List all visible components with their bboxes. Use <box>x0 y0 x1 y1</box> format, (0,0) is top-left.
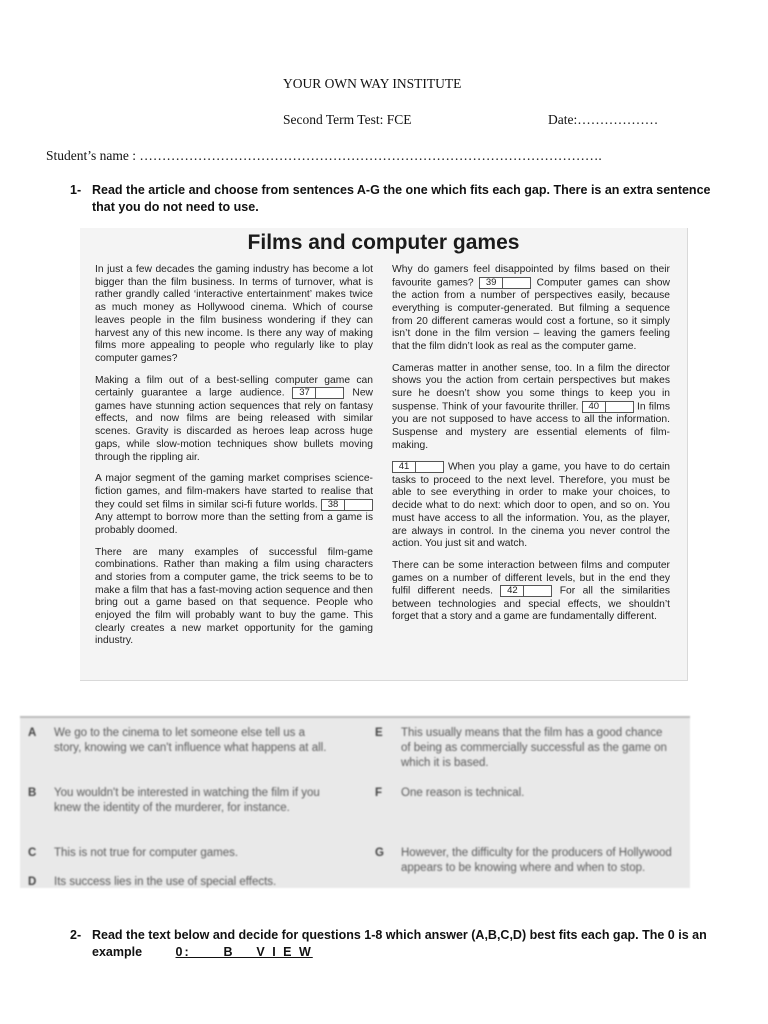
example-answer: 0: B V I E W <box>175 945 313 959</box>
answer-options <box>20 716 690 888</box>
test-title: Second Term Test: FCE <box>283 112 412 127</box>
question-number: 2- <box>70 928 82 942</box>
option-g: G However, the difficulty for the producers of Hollywood appears to be knowing where and when to stop. <box>375 847 672 874</box>
gap-37: 37 <box>292 387 344 399</box>
paragraph: Cameras matter in another sense, too. In a film the director shows you the action from certain perspectives but makes sure he doesn’t show you some things to keep you in suspense. Think of your favourite thriller. 40 In films you are not supposed to have access to all the information. Suspense and mystery are essential elements of film-making. <box>392 362 670 451</box>
paragraph: Why do gamers feel disappointed by films based on their favourite games? 39 Computer games can show the action from a number of perspectives easily, because everything is computer-generated. But filming a sequence from 20 different cameras would cost a fortune, so it simply isn’t done in the film version – leaving the gamers feeling that the film didn’t look as real as the computer game. <box>392 264 670 352</box>
student-name-field: Student’s name : …………………………………………………………………………………………. <box>46 148 602 163</box>
paragraph: Making a film out of a best-selling computer game can certainly guarantee a large audience. 37 New games have stunning action sequences that rely on fantasy effects, and now films are being released with similar scenes. Gravity is discarded as heroes leap across huge gaps, while slow-motion techniques show bullets moving through the rippling air. <box>95 374 373 463</box>
question-1 <box>70 182 730 216</box>
option-a: A We go to the cinema to let someone else tell us a story, knowing we can't influence what happens at all. <box>28 727 327 754</box>
gap-38: 38 <box>321 499 373 511</box>
institute-name: YOUR OWN WAY INSTITUTE <box>283 76 462 91</box>
paragraph: There are many examples of successful film-game combinations. Rather than making a film using characters and stories from a computer game, the trick seems to be to make a film that has a fast-moving action sequence and then bring out a game based on that sequence. People who enjoyed the film will probably want to buy the game. This clearly creates a new market opportunity for the gaming industry. <box>95 546 373 647</box>
option-f: F One reason is technical. <box>375 787 525 799</box>
article-right-column <box>392 264 670 633</box>
question-text: Read the text below and decide for questions 1-8 which answer (A,B,C,D) best fits each gap. The 0 is an example 0: B V I E W <box>92 928 707 959</box>
article-left-column <box>95 264 373 657</box>
paragraph: A major segment of the gaming market comprises science-fiction games, and film-makers have started to realise that they could set films in similar sci-fi future worlds. 38 Any attempt to borrow more than the setting from a game is probably doomed. <box>95 473 373 536</box>
paragraph: There can be some interaction between films and computer games on a number of different levels, but in the end they fulfil different needs. 42 For all the similarities between technologies and special effects, we shouldn’t forget that a story and a game are fundamentally different. <box>392 559 670 623</box>
gap-42: 42 <box>500 585 552 597</box>
question-2 <box>70 927 730 961</box>
date-field: Date:……………… <box>548 112 659 127</box>
gap-40: 40 <box>582 401 634 413</box>
paragraph: In just a few decades the gaming industry has become a lot bigger than the film business. In terms of turnover, what is rather grandly called ‘interactive entertainment’ makes twice as much money as Hollywood cinema. Which of course leaves people in the film business wondering if they can harvest any of this new income. Is there any way of making films more appealing to people who regularly like to play computer games? <box>95 264 373 364</box>
gap-39: 39 <box>479 277 531 289</box>
option-d: D Its success lies in the use of special effects. <box>28 876 277 888</box>
option-c: C This is not true for computer games. <box>28 847 239 859</box>
gap-41: 41 <box>392 461 444 473</box>
option-e: E This usually means that the film has a good chance of being as commercially successful as the game on which it is based. <box>375 727 667 769</box>
article-image <box>80 228 688 681</box>
option-b: B You wouldn't be interested in watching the film if you knew the identity of the murderer, for instance. <box>28 787 320 814</box>
paragraph: 41 When you play a game, you have to do certain tasks to proceed to the next level. Therefore, you must be able to see everything in order to make your choices, to decide what to do next: which door to open, and so on. You must have access to all the information. You, as the player, are always in control. In the cinema you never control the action. You just sit and watch. <box>392 461 670 550</box>
example-label: example <box>92 945 143 959</box>
question-number: 1- <box>70 183 82 197</box>
article-title: Films and computer games <box>247 231 520 254</box>
question-text: Read the article and choose from sentences A-G the one which fits each gap. There is an extra sentence that you do not need to use. <box>92 183 711 214</box>
